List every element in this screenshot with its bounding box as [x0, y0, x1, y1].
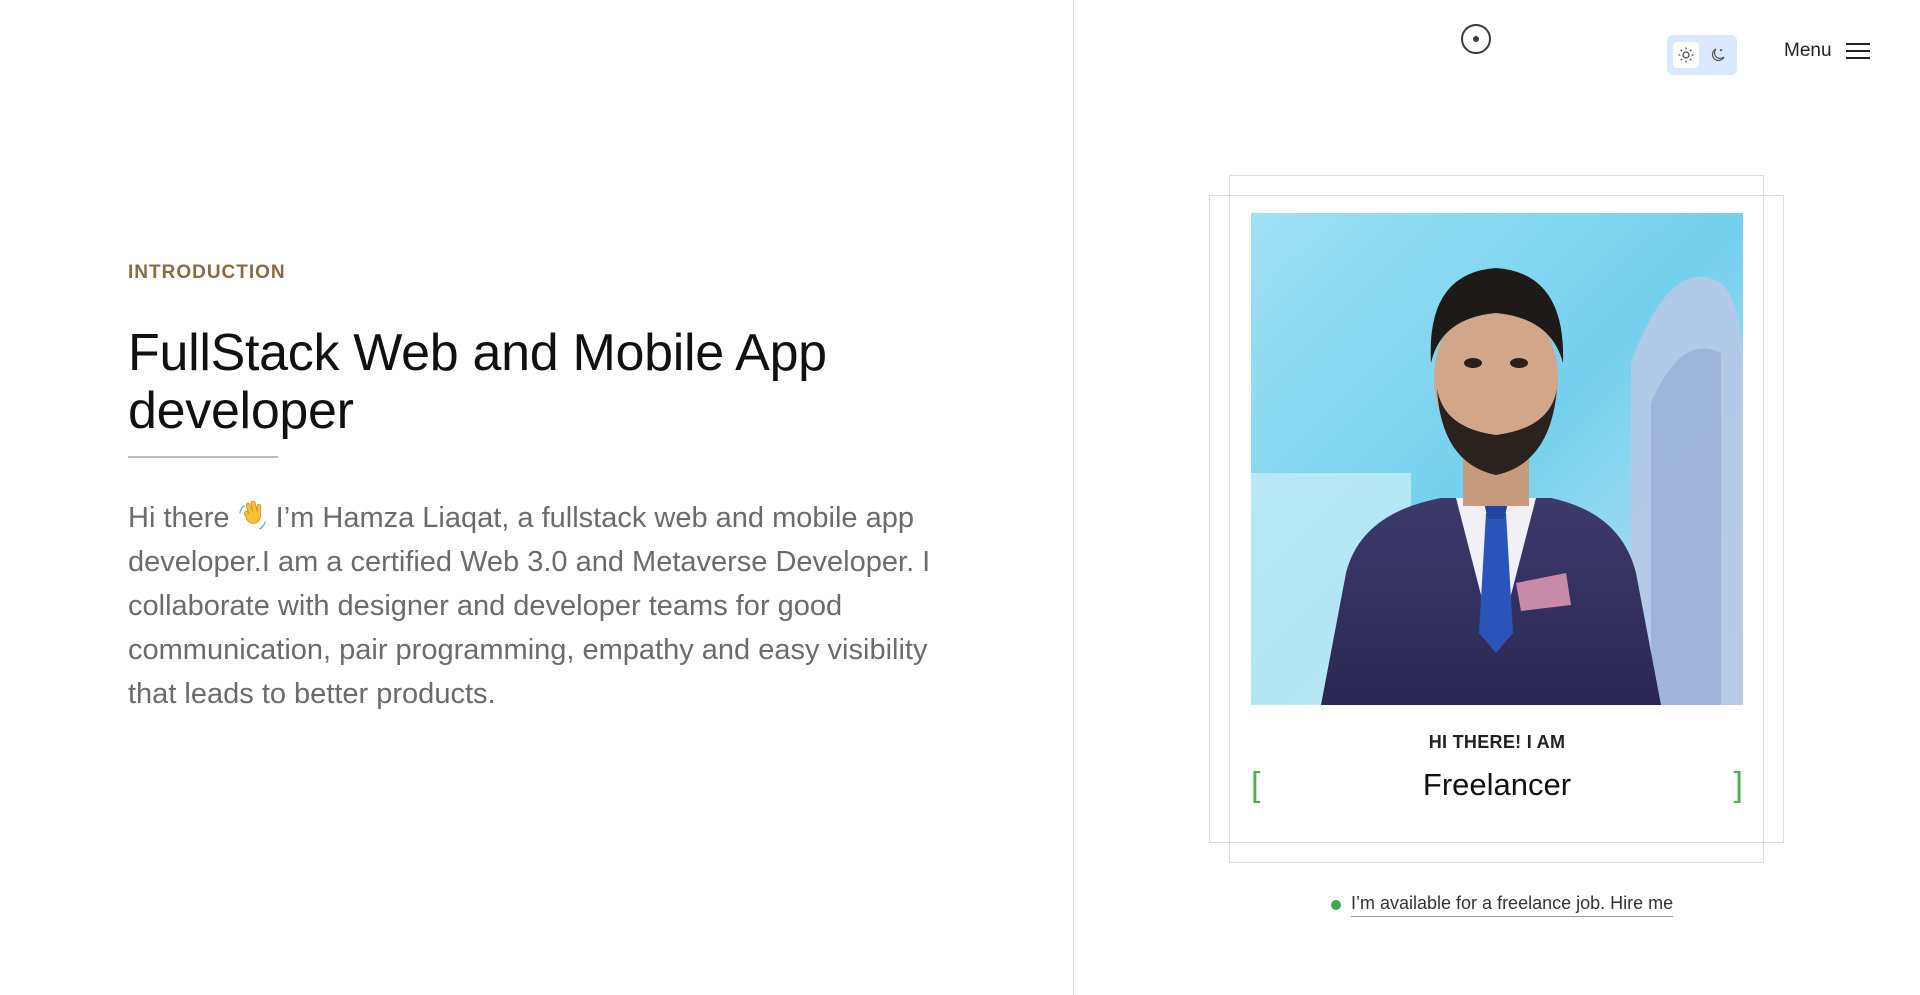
intro-section [128, 262, 948, 716]
bio-text: I’m Hamza Liaqat, a fullstack web and mobile app developer.I am a certified Web 3.0 and Metaverse Developer. I collaborate with designer and developer teams for good communication, pair programming, empathy and easy visibility that leads to better products. [128, 502, 931, 710]
section-eyebrow: INTRODUCTION [128, 262, 286, 283]
theme-toggle[interactable] [1667, 35, 1737, 75]
vertical-divider [1073, 0, 1074, 995]
right-bracket: ] [1733, 765, 1743, 804]
hamburger-icon [1846, 43, 1870, 59]
page-title: FullStack Web and Mobile App developer [128, 324, 827, 440]
waving-hand-icon [238, 501, 268, 531]
cursor-ring-icon [1461, 24, 1491, 54]
availability-notice [1331, 893, 1673, 917]
status-dot-icon [1331, 900, 1341, 910]
menu-button[interactable] [1784, 40, 1870, 62]
moon-icon [1709, 46, 1727, 64]
role-row [1251, 762, 1743, 808]
dark-mode-button[interactable] [1705, 42, 1731, 68]
profile-photo [1251, 213, 1743, 705]
hire-me-link[interactable]: I’m available for a freelance job. Hire me [1351, 893, 1673, 917]
left-bracket: [ [1251, 765, 1261, 804]
light-mode-button[interactable] [1673, 42, 1699, 68]
bio-prefix: Hi there [128, 502, 230, 534]
card-greeting: HI THERE! I AM [1428, 732, 1566, 752]
role-text: Freelancer [1422, 767, 1572, 802]
menu-label: Menu [1784, 40, 1832, 61]
title-underline [128, 456, 278, 458]
sun-icon [1677, 46, 1695, 64]
bio-paragraph [128, 496, 948, 716]
